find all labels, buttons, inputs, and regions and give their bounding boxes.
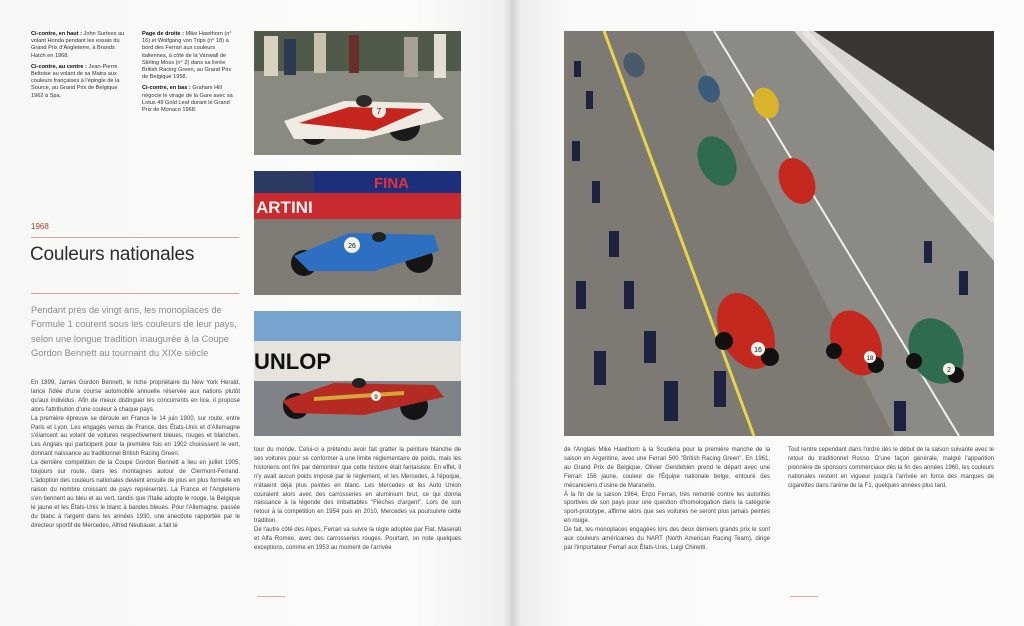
hill-car-number: 9 [374,395,378,401]
footer-mark-right [790,596,818,597]
surtees-car-number: 7 [376,107,382,116]
caption-center: Ci-contre, au centre : Jean-Pierre Beltoise au volant de sa Matra aux couleurs françaises à l'épingle de la Source, au Grand Prix de Belgique 1962 à Spa. [31,63,120,99]
body-paragraph: De l'autre côté des Alpes, Ferrari va suivre la règle adoptée par Fiat, Maserati et Alfa Romeo, avec des carrosseries rouges. Pourtant, on note quelques exceptions, comme en 1953 au moment de l'arrivée [254,527,461,551]
year-label: 1968 [31,222,49,231]
body-paragraph: tour du monde. Celui-ci a prétendu avoir fait gratter la peinture blanche de ses voitures pour se conformer à une limite réglementaire de poids, mais les historiens ont fini par démontrer que cette histoire était fantaisiste. En effet, il n'y avait aucun poids imposé par le règlement, et les Mercedes, à l'époque, n'étaient déjà plus peintes en blanc. Les Mercedes et les Auto Union couraient alors avec des carrosseries en aluminium brut, ce qui donna naissance à la légende des imbattables "Flèches d'argent". Lors de son retour à la compétition en 1954 puis en 2010, Mercedes va poursuivre cette tradition. [254,447,461,525]
body-paragraph: En 1899, James Gordon Bennett, le riche propriétaire du New York Herald, lance l'idée d'une course automobile annuelle réservée aux nations plutôt qu'aux individus. Afin de mieux distinguer les concurrents en lice, il propose alors l'attribution d'une couleur à chaque pays. [31,380,240,413]
photo-hill-lotus [254,311,461,436]
body-paragraph: La première épreuve se déroule en France le 14 juin 1900, sur route, entre Paris et Lyon. Les engagés venus de France, des États-Unis et d'Allemagne s'élancent au volant de voitures respectivement bleues, rouges et blanches. Les Anglais qui participent pour la première fois en 1902 choisissent le vert, donnant naissance au traditionnel British Racing Green. [31,415,240,458]
hawthorn-car-number: 16 [754,347,762,354]
photo-beltoise-matra [254,171,461,295]
caption-right-page: Page de droite : Mike Hawthorn (n° 16) et Wolfgang von Trips (n° 18) à bord des Ferrari aux couleurs italiennes, à côté de la Vanwall de Stirling Moss (n° 2) dans sa livrée British Racing Green, au Grand Prix de Belgique 1958. [142,31,232,81]
body-column-1 [31,379,240,530]
photo-surtees-honda [254,31,461,155]
banner-fina: FINA [374,175,409,192]
intro-paragraph: Pendant près de vingt ans, les monoplaces de Formule 1 courent sous les couleurs de leur pays, selon une longue tradition inaugurée à la Coupe Gordon Bennett au tournant du XIXe siècle [31,305,237,359]
body-column-4 [788,446,994,491]
body-paragraph: Tout rentre cependant dans l'ordre dès le début de la saison suivante avec le retour du traditionnel Rosso. D'une façon générale, malgré l'apparition pionnière de sponsors commerciaux dès la fin des années 1960, les couleurs nationales restent en vigueur jusqu'à l'arrivée en force des marques de cigarettes dans l'arène de la F1, quelques années plus tard. [788,447,994,489]
banner-dunlop: UNLOP [254,349,331,374]
footer-mark-left [257,596,285,597]
body-paragraph: La dernière compétition de la Coupe Gordon Bennett a lieu en juillet 1905, toujours sur route, dans les montagnes autour de Clermont-Ferrand. L'adoption des couleurs nationales devient ensuite de plus en plus formelle en raison du nombre croissant de pays représentés. La France et l'Angleterre s'en tiennent au bleu et au vert, tandis que l'Italie adopte le rouge, la Belgique le jaune et les États-Unis le blanc à bandes bleues. Pour l'Allemagne, passée du blanc à l'argent dans les années 1930, une anecdote rapportée par le directeur sportif de Mercedes, Alfred Neubauer, a fait le [31,460,240,529]
page-title: Couleurs nationales [30,244,195,265]
year-rule [31,237,239,238]
moss-car-number: 2 [947,367,951,374]
body-column-2 [254,446,461,553]
caption-top: Ci-contre, en haut : John Surtees au volant Honda pendant les essais du Grand Prix d'Angleterre, à Brands Hatch en 1968. [31,31,125,59]
body-paragraph: de l'Anglais Mike Hawthorn à la Scuderia pour la première manche de la saison en Argentine, avec une Ferrari 500 "British Racing Green". En 1961, au Grand Prix de Belgique, Olivier Gendebien prend le départ avec une Ferrari 156 jaune, couleur de l'Équipe nationale belge, entouré des mécaniciens d'usine de Maranello. [564,447,770,489]
caption-bottom: Ci-contre, en bas : Graham Hill négocie le virage de la Gare avec sa Lotus 49 Gold Leaf durant le Grand Prix de Monaco 1968. [142,85,233,114]
banner-martini: ARTINI [256,198,313,217]
book-spine [503,0,521,626]
caption-block-right [142,31,237,118]
beltoise-car-number: 26 [348,243,356,250]
caption-block-left [31,31,126,104]
body-column-3 [564,446,770,553]
title-rule [31,293,239,294]
photo-belgian-gp-grid [564,31,994,436]
von-trips-car-number: 18 [866,356,874,362]
body-paragraph: De fait, les monoplaces engagées lors des deux derniers grands prix le sont aux couleurs américaines du NART (North American Racing Team), dirigé par l'importateur Ferrari aux États-Unis, Luigi Chinetti. [564,527,770,551]
body-paragraph: À la fin de la saison 1964, Enzo Ferrari, très remonté contre les autorités sportives de son pays pour une question d'homologation dans la catégorie sport-prototype, affirme alors que ses voitures ne seront plus jamais peintes en rouge. [564,491,770,525]
